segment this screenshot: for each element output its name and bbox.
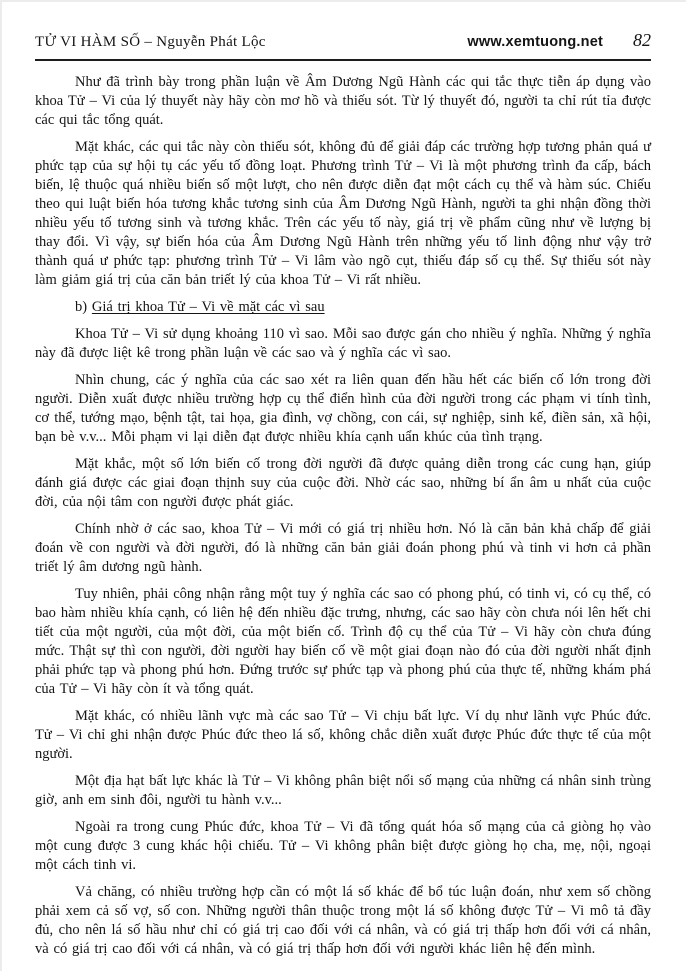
header-right [467,30,651,51]
paragraph-gia-tri: Chính nhờ ở các sao, khoa Tử – Vi mới có giá trị nhiều hơn. Nó là căn bản khả chấp để giải đoán về con người và đời người, đó là những căn bản giải đoán phong phú và tinh vi hơn cả phần triết lý âm dương ngũ hành. [35,521,651,575]
paragraph-y-nghia: Nhìn chung, các ý nghĩa của các sao xét ra liên quan đến hầu hết các biến cố lớn trong đời người. Diễn xuất được nhiều trường hợp cụ thể điển hình của đời người trong các phạm vi tính tình, cơ thể, tướng mạo, bệnh tật, tai họa, gia đình, vợ chồng, con cái, sự nghiệp, sinh kế, điền sản, xã hội, bạn bè v.v... Mỗi phạm vi lại diễn đạt được nhiều khía cạnh uẩn khúc của tình trạng. [35,372,651,445]
paragraph-qui-tac: Mặt khác, các qui tắc này còn thiếu sót, không đủ để giải đáp các trường hợp tương phản quá ư phức tạp của sự hội tụ các yếu tố đồng loạt. Phương trình Tử – Vi là một phương trình đa cấp, bách biến, lệ thuộc quá nhiều biến số một lượt, cho nên được diễn đạt một cách cụ thể và hàm súc. Chiếu theo qui luật biến hóa tương khắc tương sinh của Âm Dương Ngũ Hành, người ta ghi nhận đồng thời nhiều yếu tố tương sinh và tương khắc. Trên các yếu tố này, giá trị về phẩm cũng như về lượng bị thay đổi. Vì vậy, sự biến hóa của Âm Dương Ngũ Hành trên những yếu tố linh động như vậy trở thành quá ư phức tạp: phương trình Tử – Vi lâm vào ngõ cụt, thiếu đáp số cụ thể. Sự thiếu sót này làm giảm giá trị của căn bản triết lý của khoa Tử – Vi rất nhiều. [35,139,651,288]
page-body [35,73,651,959]
page-header [35,30,651,61]
book-title: TỬ VI HÀM SỐ – Nguyễn Phát Lộc [35,34,266,50]
paragraph-intro: Như đã trình bày trong phần luận về Âm Dương Ngũ Hành các qui tắc thực tiễn áp dụng vào khoa Tử – Vi của lý thuyết này hãy còn mơ hồ và thiếu sót. Từ lý thuyết đó, người ta chỉ rút tỉa được các qui tắc tổng quát. [35,74,651,128]
paragraph-phuc-duc: Mặt khác, có nhiều lãnh vực mà các sao Tử – Vi chịu bất lực. Ví dụ như lãnh vực Phúc đức. Tử – Vi chỉ ghi nhận được Phúc đức theo lá số, không chắc diễn xuất được Phúc đức thực tế của một người. [35,708,651,762]
website-url: www.xemtuong.net [467,34,603,50]
paragraph-va-chang: Vả chăng, có nhiều trường hợp cần có một lá số khác để bổ túc luận đoán, như xem số chồng phải xem cả số vợ, số con. Những người thân thuộc trong một lá số không được Tử – Vi mô tả đầy đủ, cho nên lá số hầu như chỉ có giá trị cao đối với cá nhân, và có giá trị thấp hơn đối với cá nhân, và có giá trị cao đối với cá nhân, và có giá trị thấp hơn đối với người khác liên hệ đến mình. [35,884,651,957]
paragraph-giong-ho: Ngoài ra trong cung Phúc đức, khoa Tử – Vi đã tổng quát hóa số mạng của cả giòng họ vào một cung được 3 cung khác hội chiếu. Tử – Vi không phân biệt được giòng họ cha, mẹ, nội, ngoại một cách tinh vi. [35,819,651,873]
paragraph-cung-han: Mặt khắc, một số lớn biến cố trong đời người đã được quảng diễn trong các cung hạn, giúp đánh giá được các giai đoạn thịnh suy của cuộc đời. Nhờ các sao, những bí ẩn âm u nhất của cuộc đời, của nội tâm con người được phát giác. [35,456,651,510]
page-number: 82 [633,30,651,50]
section-heading-title: Giá trị khoa Tử – Vi về mặt các vì sau [91,299,325,315]
paragraph-110-sao: Khoa Tử – Vi sử dụng khoảng 110 vì sao. Mỗi sao được gán cho nhiều ý nghĩa. Những ý nghĩa này đã được liệt kê trong phần luận về các sao và ý nghĩa các vì sao. [35,326,651,361]
paragraph-dia-hat: Một địa hạt bất lực khác là Tử – Vi không phân biệt nổi số mạng của những cá nhân sinh trùng giờ, anh em sinh đôi, người tu hành v.v... [35,773,651,808]
section-heading-prefix: b) [75,299,92,315]
paragraph-tuy-nhien: Tuy nhiên, phải công nhận rằng một tuy ý nghĩa các sao có phong phú, có tinh vi, có cụ thể, có bao hàm nhiều khía cạnh, có liên hệ đến nhiều đặc trưng, nhưng, các sao hãy còn chưa nói lên hết chi tiết của một người, của một đời, của một biến cố. Trình độ cụ thể của Tử – Vi hãy còn chưa đúng mức. Thật sự thì con người, đời người hay biến cố về một giai đoạn nào đó của đời người nhất định phải phức tạp và phong phú hơn. Đứng trước sự phức tạp và phong phú của thực tế, những khám phá của Tử – Vi hãy còn ít và tổng quát. [35,586,651,697]
section-heading [35,298,651,317]
